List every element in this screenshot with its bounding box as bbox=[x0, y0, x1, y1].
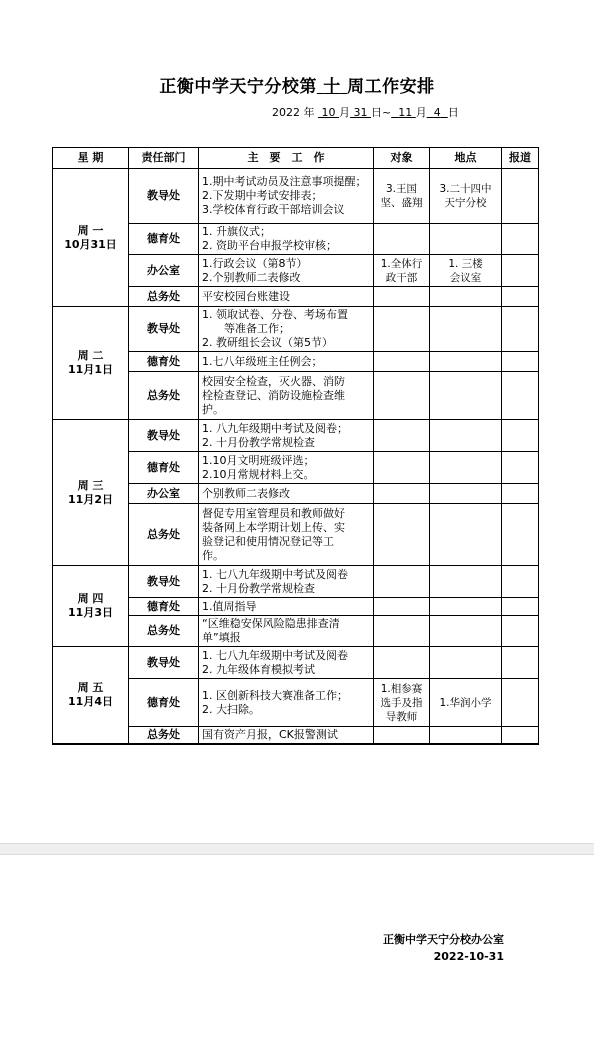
work-cell-line: 单”填报 bbox=[202, 631, 241, 644]
work-cell-line: “区维稳安保风险隐患排查清 bbox=[202, 617, 340, 630]
table-header-row bbox=[53, 148, 539, 169]
work-cell bbox=[199, 287, 374, 307]
work-cell-line: 2.个别教师二表修改 bbox=[202, 270, 301, 284]
dept-cell: 教导处 bbox=[129, 420, 199, 452]
work-cell-line: 作。 bbox=[202, 548, 224, 562]
work-cell-line: 1.值周指导 bbox=[202, 599, 257, 613]
work-cell-line: 1.期中考试动员及注意事项提醒； bbox=[202, 175, 367, 188]
dept-cell: 总务处 bbox=[129, 616, 199, 647]
work-cell bbox=[199, 372, 374, 420]
work-cell bbox=[199, 484, 374, 504]
object-cell bbox=[374, 679, 430, 727]
object-cell bbox=[374, 452, 430, 484]
location-cell bbox=[430, 598, 502, 616]
submit-cell bbox=[502, 307, 539, 352]
table-row bbox=[53, 647, 539, 679]
work-cell-line: 2.下发期中考试安排表； bbox=[202, 189, 323, 202]
weekday-label: 周 二 bbox=[77, 349, 104, 362]
object-cell-line: 1.全体行 bbox=[380, 257, 423, 270]
work-cell-line: 2. 十月份教学常规检查 bbox=[202, 435, 315, 449]
work-cell-line: 1. 领取试卷、分卷、考场布置 bbox=[202, 308, 348, 321]
work-cell-line: 个别教师二表修改 bbox=[202, 486, 290, 500]
location-cell bbox=[430, 727, 502, 745]
table-row bbox=[53, 566, 539, 598]
work-cell bbox=[199, 307, 374, 352]
location-cell-line: 3.二十四中 bbox=[439, 183, 492, 195]
object-cell bbox=[374, 484, 430, 504]
header-submit: 报道 bbox=[502, 148, 539, 169]
location-cell bbox=[430, 647, 502, 679]
dept-cell: 总务处 bbox=[129, 727, 199, 745]
work-cell bbox=[199, 452, 374, 484]
date-start-day: 31 bbox=[353, 106, 368, 119]
location-cell bbox=[430, 679, 502, 727]
schedule-table bbox=[52, 147, 539, 745]
object-cell bbox=[374, 647, 430, 679]
table-row bbox=[53, 307, 539, 352]
header-location: 地点 bbox=[430, 148, 502, 169]
submit-cell bbox=[502, 287, 539, 307]
submit-cell bbox=[502, 484, 539, 504]
footer-date: 2022-10-31 bbox=[433, 950, 504, 963]
object-cell bbox=[374, 307, 430, 352]
date-end-month: 11 bbox=[398, 106, 413, 119]
work-cell bbox=[199, 647, 374, 679]
day-date-label: 11月2日 bbox=[68, 492, 113, 506]
location-cell bbox=[430, 484, 502, 504]
work-cell-line: 2. 资助平台申报学校审核； bbox=[202, 239, 337, 252]
day-date-label: 11月1日 bbox=[68, 363, 113, 376]
object-cell bbox=[374, 352, 430, 372]
work-cell bbox=[199, 255, 374, 287]
work-cell bbox=[199, 566, 374, 598]
dept-cell: 教导处 bbox=[129, 307, 199, 352]
day-date-label: 11月3日 bbox=[68, 606, 113, 619]
location-cell-line: 1.华润小学 bbox=[439, 696, 492, 709]
header-object: 对象 bbox=[374, 148, 430, 169]
day-cell bbox=[53, 566, 129, 647]
submit-cell bbox=[502, 727, 539, 745]
work-cell bbox=[199, 504, 374, 566]
work-cell-line: 1. 七八九年级期中考试及阅卷 bbox=[202, 567, 348, 581]
weekday-label: 周 一 bbox=[77, 223, 104, 237]
date-year: 2022 bbox=[272, 106, 300, 119]
dept-cell: 办公室 bbox=[129, 255, 199, 287]
location-cell bbox=[430, 420, 502, 452]
weekday-label: 周 三 bbox=[77, 478, 104, 492]
date-year-label: 年 bbox=[303, 106, 315, 119]
submit-cell bbox=[502, 504, 539, 566]
date-end-day-label: 日 bbox=[447, 106, 459, 119]
location-cell bbox=[430, 452, 502, 484]
dept-cell: 总务处 bbox=[129, 504, 199, 566]
date-range bbox=[272, 104, 459, 120]
dept-cell: 教导处 bbox=[129, 647, 199, 679]
object-cell-line: 政干部 bbox=[385, 271, 418, 284]
submit-cell bbox=[502, 372, 539, 420]
object-cell bbox=[374, 287, 430, 307]
work-cell-line: 2.10月常规材料上交。 bbox=[202, 467, 315, 481]
title-prefix: 正衡中学天宁分校第 bbox=[159, 77, 317, 97]
object-cell bbox=[374, 255, 430, 287]
submit-cell bbox=[502, 224, 539, 255]
date-start-month: 10 bbox=[321, 106, 336, 119]
header-dept: 责任部门 bbox=[129, 148, 199, 169]
work-cell-line: 国有资产月报，CK报警测试 bbox=[202, 728, 338, 741]
object-cell bbox=[374, 566, 430, 598]
work-cell-line: 1. 区创新科技大赛准备工作； bbox=[202, 688, 348, 702]
location-cell bbox=[430, 616, 502, 647]
work-cell-line: 栓检查登记、消防设施检查维 bbox=[202, 388, 345, 402]
object-cell bbox=[374, 224, 430, 255]
dept-cell: 德育处 bbox=[129, 224, 199, 255]
location-cell-line: 会议室 bbox=[449, 271, 482, 284]
work-cell-line: 装备网上本学期计划上传、实 bbox=[202, 520, 345, 534]
object-cell bbox=[374, 169, 430, 224]
dept-cell: 教导处 bbox=[129, 566, 199, 598]
submit-cell bbox=[502, 420, 539, 452]
dept-cell: 教导处 bbox=[129, 169, 199, 224]
dept-cell: 德育处 bbox=[129, 598, 199, 616]
work-cell bbox=[199, 679, 374, 727]
work-cell-line: 1. 升旗仪式； bbox=[202, 225, 271, 238]
dept-cell: 办公室 bbox=[129, 484, 199, 504]
date-month-label: 月 bbox=[339, 106, 350, 119]
work-cell-line: 1. 七八九年级期中考试及阅卷 bbox=[202, 648, 348, 662]
submit-cell bbox=[502, 352, 539, 372]
work-cell bbox=[199, 616, 374, 647]
location-cell bbox=[430, 372, 502, 420]
header-work: 主 要 工 作 bbox=[199, 148, 374, 169]
work-cell-line: 1.10月文明班级评选； bbox=[202, 453, 315, 467]
work-cell-line: 2. 教研组长会议（第5节） bbox=[202, 336, 333, 349]
object-cell bbox=[374, 372, 430, 420]
dept-cell: 德育处 bbox=[129, 352, 199, 372]
location-cell bbox=[430, 307, 502, 352]
submit-cell bbox=[502, 616, 539, 647]
work-cell-line: 1.七八年级班主任例会； bbox=[202, 354, 323, 368]
work-cell bbox=[199, 598, 374, 616]
submit-cell bbox=[502, 647, 539, 679]
day-cell bbox=[53, 420, 129, 566]
work-cell-line: 等准备工作； bbox=[202, 322, 290, 335]
object-cell bbox=[374, 598, 430, 616]
work-cell bbox=[199, 420, 374, 452]
dept-cell: 总务处 bbox=[129, 372, 199, 420]
table-row bbox=[53, 420, 539, 452]
work-cell-line: 1.行政会议（第8节） bbox=[202, 256, 308, 270]
work-cell bbox=[199, 169, 374, 224]
date-end-month-label: 月 bbox=[415, 106, 427, 119]
dept-cell: 德育处 bbox=[129, 679, 199, 727]
work-cell bbox=[199, 224, 374, 255]
location-cell bbox=[430, 352, 502, 372]
location-cell bbox=[430, 504, 502, 566]
dept-cell: 总务处 bbox=[129, 287, 199, 307]
work-cell-line: 2. 十月份教学常规检查 bbox=[202, 581, 315, 595]
location-cell bbox=[430, 566, 502, 598]
weekday-label: 周 五 bbox=[77, 681, 104, 694]
submit-cell bbox=[502, 566, 539, 598]
location-cell-line: 1. 三楼 bbox=[448, 257, 483, 270]
object-cell-line: 3.王国 bbox=[385, 183, 418, 195]
object-cell-line: 1.相参赛 bbox=[380, 682, 423, 695]
work-cell-line: 1. 八九年级期中考试及阅卷； bbox=[202, 421, 348, 435]
work-cell-line: 验登记和使用情况登记等工 bbox=[202, 534, 334, 548]
submit-cell bbox=[502, 255, 539, 287]
work-cell-line: 3.学校体育行政干部培训会议 bbox=[202, 203, 345, 216]
dept-cell: 德育处 bbox=[129, 452, 199, 484]
submit-cell bbox=[502, 169, 539, 224]
location-cell bbox=[430, 287, 502, 307]
work-cell bbox=[199, 352, 374, 372]
day-cell bbox=[53, 307, 129, 420]
object-cell bbox=[374, 727, 430, 745]
document-title bbox=[0, 72, 594, 97]
work-cell-line: 2. 大扫除。 bbox=[202, 702, 260, 716]
date-day-label: 日~ bbox=[371, 106, 392, 119]
footer-org: 正衡中学天宁分校办公室 bbox=[383, 933, 504, 946]
object-cell-line: 导教师 bbox=[385, 710, 418, 723]
object-cell-line: 选手及指 bbox=[380, 696, 423, 709]
day-date-label: 10月31日 bbox=[64, 237, 117, 251]
day-date-label: 11月4日 bbox=[68, 695, 113, 708]
location-cell bbox=[430, 169, 502, 224]
location-cell bbox=[430, 255, 502, 287]
work-cell-line: 督促专用室管理员和教师做好 bbox=[202, 506, 345, 520]
weekday-label: 周 四 bbox=[77, 592, 104, 605]
submit-cell bbox=[502, 452, 539, 484]
submit-cell bbox=[502, 679, 539, 727]
object-cell-line: 坚、盛翔 bbox=[380, 197, 423, 209]
date-end-day: 4 bbox=[433, 106, 441, 119]
table-row bbox=[53, 169, 539, 224]
work-cell-line: 2. 九年级体育模拟考试 bbox=[202, 662, 315, 676]
work-cell-line: 校园安全检查，灭火器、消防 bbox=[202, 374, 345, 388]
location-cell bbox=[430, 224, 502, 255]
day-cell bbox=[53, 169, 129, 307]
work-cell bbox=[199, 727, 374, 745]
header-day: 星 期 bbox=[53, 148, 129, 169]
day-cell bbox=[53, 647, 129, 745]
submit-cell bbox=[502, 598, 539, 616]
title-suffix: 周工作安排 bbox=[347, 77, 435, 97]
schedule-body bbox=[53, 169, 539, 745]
object-cell bbox=[374, 616, 430, 647]
page-separator bbox=[0, 843, 594, 855]
work-cell-line: 护。 bbox=[202, 402, 224, 416]
location-cell-line: 天宁分校 bbox=[444, 197, 487, 209]
object-cell bbox=[374, 504, 430, 566]
title-week: 十 bbox=[323, 77, 341, 97]
work-cell-line: 平安校园台账建设 bbox=[202, 289, 290, 303]
object-cell bbox=[374, 420, 430, 452]
